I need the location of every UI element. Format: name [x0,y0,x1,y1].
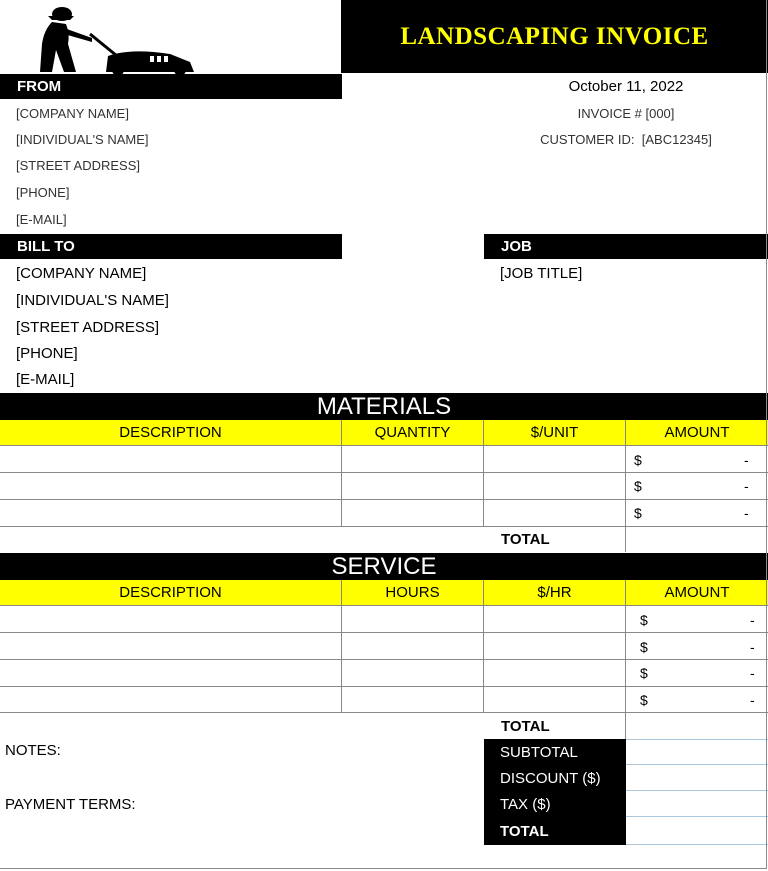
logo [30,4,210,74]
service-row-4-currency: $ [640,692,648,708]
service-col-divider [483,605,484,712]
from-individual: [INDIVIDUAL'S NAME] [16,132,149,147]
invoice-number: INVOICE # [000] [577,106,675,121]
from-street: [STREET ADDRESS] [16,158,141,173]
from-header: FROM [0,74,342,99]
materials-total-label: TOTAL [501,531,550,548]
service-row-1-amount: - [750,612,755,628]
materials-col-unit-price: $/UNIT [484,420,626,445]
bill-to-street: [STREET ADDRESS] [16,319,160,336]
service-row-divider [0,605,768,606]
materials-col-divider [625,445,626,552]
materials-heading: MATERIALS [0,393,768,420]
service-col-divider [625,605,626,739]
service-row-divider [0,686,768,687]
service-row-1-currency: $ [640,612,648,628]
materials-row-1-amount: - [744,452,749,468]
materials-row-2-amount: - [744,478,749,494]
bill-to-company: [COMPANY NAME] [16,265,147,282]
materials-col-quantity: QUANTITY [342,420,484,445]
service-row-divider [0,659,768,660]
job-header: JOB [484,234,768,259]
invoice-title: LANDSCAPING INVOICE [341,0,768,73]
materials-col-divider [483,445,484,526]
service-row-3-currency: $ [640,665,648,681]
from-phone: [PHONE] [16,185,70,200]
service-heading: SERVICE [0,553,768,580]
job-title: [JOB TITLE] [500,265,583,282]
bill-to-individual: [INDIVIDUAL'S NAME] [16,292,169,309]
from-email: [E-MAIL] [16,212,67,227]
subtotal-value [626,739,768,765]
service-row-2-currency: $ [640,639,648,655]
from-company: [COMPANY NAME] [16,106,129,121]
service-col-description: DESCRIPTION [0,580,342,605]
tax-label: TAX ($) [484,791,626,817]
materials-row-divider [0,526,768,527]
subtotal-label: SUBTOTAL [484,739,626,765]
service-row-3-amount: - [750,665,755,681]
materials-row-3-currency: $ [634,505,642,521]
bill-to-phone: [PHONE] [16,345,78,362]
service-col-divider [341,605,342,712]
materials-row-1-currency: $ [634,452,642,468]
grand-total-value [626,817,768,845]
grand-total-label: TOTAL [484,817,626,845]
service-col-amount: AMOUNT [664,584,730,601]
service-total-label: TOTAL [501,718,550,735]
service-row-4-amount: - [750,692,755,708]
service-row-divider [0,632,768,633]
bill-to-email: [E-MAIL] [16,371,75,388]
materials-row-2-currency: $ [634,478,642,494]
notes-label: NOTES: [5,742,61,759]
materials-col-amount: AMOUNT [664,424,730,441]
lawn-mower-worker-icon [30,4,210,74]
invoice-date: October 11, 2022 [568,78,684,95]
payment-terms-label: PAYMENT TERMS: [5,796,136,813]
bill-to-header: BILL TO [0,234,342,259]
service-col-hours: HOURS [342,580,484,605]
materials-row-divider [0,445,768,446]
discount-label: DISCOUNT ($) [484,765,626,791]
materials-row-3-amount: - [744,505,749,521]
materials-col-description: DESCRIPTION [0,420,342,445]
materials-row-divider [0,472,768,473]
tax-value [626,791,768,817]
service-row-divider [0,712,768,713]
service-row-2-amount: - [750,639,755,655]
service-col-hourly-rate: $/HR [484,580,626,605]
customer-id: CUSTOMER ID: [ABC12345] [540,132,712,147]
discount-value [626,765,768,791]
materials-col-divider [341,445,342,526]
materials-row-divider [0,499,768,500]
